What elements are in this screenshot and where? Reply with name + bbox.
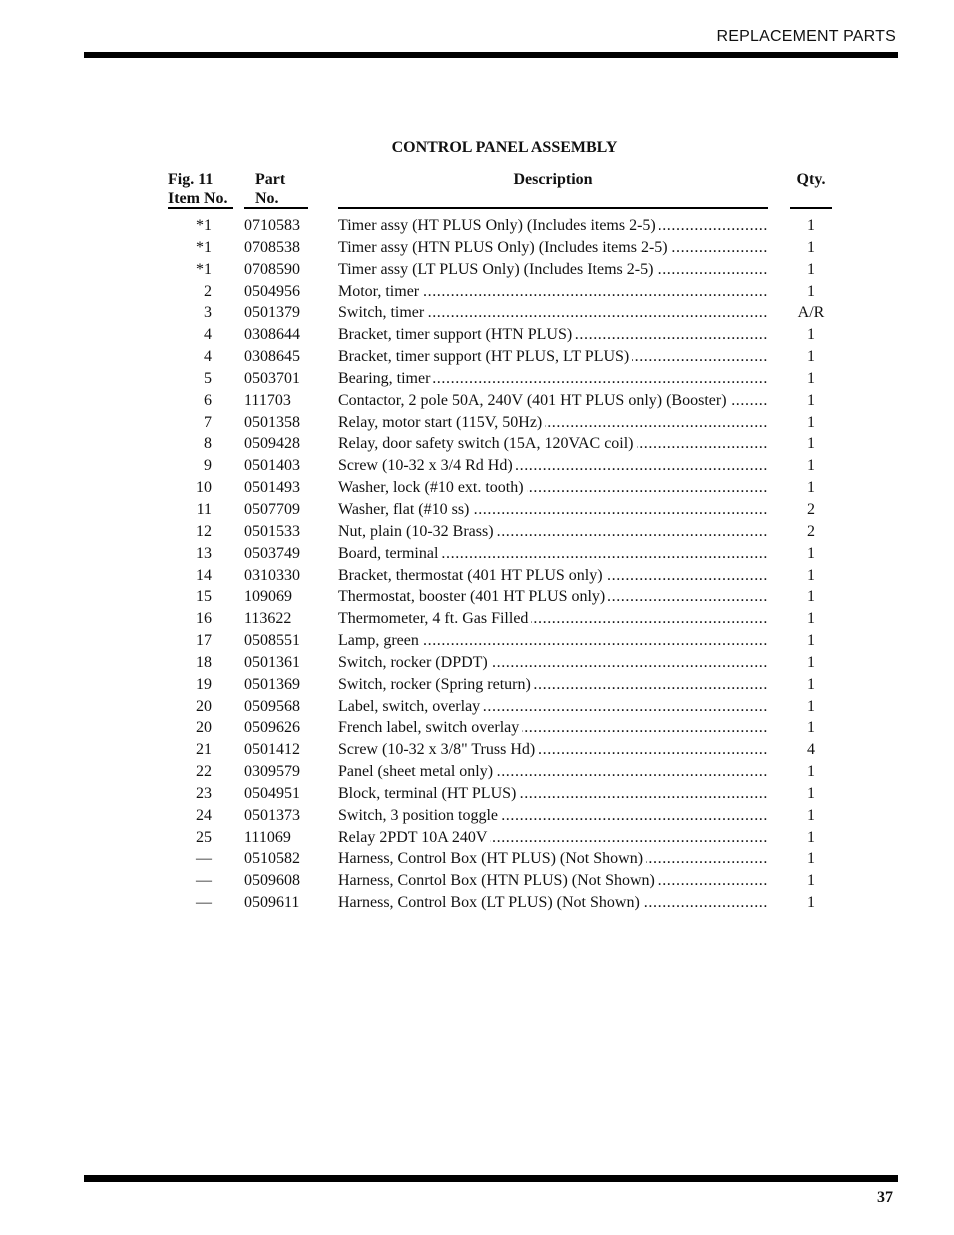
- part-number-cell: 0509608: [244, 872, 300, 890]
- page-title: CONTROL PANEL ASSEMBLY: [391, 139, 618, 156]
- part-number-cell: 0708538: [244, 238, 300, 256]
- quantity-cell: 1: [807, 806, 815, 824]
- quantity-cell: 1: [807, 435, 815, 453]
- table-row: [168, 477, 838, 499]
- description-cell: [338, 433, 768, 455]
- table-row: [168, 368, 838, 390]
- table-row: [168, 805, 838, 827]
- description-text: French label, switch overlay: [338, 719, 522, 736]
- part-number-cell: 0501373: [244, 806, 300, 824]
- table-row: [168, 586, 838, 608]
- description-text: Harness, Control Box (LT PLUS) (Not Shown): [338, 894, 643, 911]
- quantity-cell: 1: [807, 369, 815, 387]
- description-text: Block, terminal (HT PLUS): [338, 785, 519, 802]
- description-cell: [338, 237, 768, 259]
- part-number-cell: 0309579: [244, 763, 300, 781]
- description-cell: [338, 412, 768, 434]
- part-number-cell: 0504956: [244, 282, 300, 300]
- item-number-cell: 10: [196, 479, 212, 497]
- table-row: [168, 215, 838, 237]
- part-number-cell: 0501358: [244, 413, 300, 431]
- quantity-cell: 1: [807, 632, 815, 650]
- description-text: Switch, 3 position toggle: [338, 807, 501, 824]
- column-underline-part: [244, 207, 308, 209]
- item-number-cell: 3: [204, 304, 212, 322]
- item-number-cell: 16: [196, 610, 212, 628]
- quantity-cell: 1: [807, 413, 815, 431]
- description-text: Switch, timer: [338, 304, 427, 321]
- part-number-cell: 0503749: [244, 544, 300, 562]
- section-header-label: REPLACEMENT PARTS: [716, 28, 896, 45]
- description-cell: [338, 805, 768, 827]
- column-header-part-line2: No.: [255, 190, 279, 207]
- table-row: [168, 783, 838, 805]
- table-row: [168, 521, 838, 543]
- column-header-item-no: [168, 170, 228, 208]
- item-number-cell: 17: [196, 632, 212, 650]
- part-number-cell: 111069: [244, 828, 291, 846]
- table-row: [168, 892, 838, 914]
- description-cell: [338, 259, 768, 281]
- quantity-cell: 1: [807, 763, 815, 781]
- description-cell: [338, 324, 768, 346]
- part-number-cell: 109069: [244, 588, 292, 606]
- table-row: [168, 717, 838, 739]
- description-text: Label, switch, overlay: [338, 698, 483, 715]
- item-number-cell: 15: [196, 588, 212, 606]
- description-text: Washer, flat (#10 ss): [338, 501, 472, 518]
- item-number-cell: —: [196, 850, 212, 868]
- table-row: [168, 455, 838, 477]
- description-cell: [338, 761, 768, 783]
- quantity-cell: 4: [807, 741, 815, 759]
- description-cell: [338, 717, 768, 739]
- item-number-cell: 8: [204, 435, 212, 453]
- part-number-cell: 0501412: [244, 741, 300, 759]
- quantity-cell: 1: [807, 719, 815, 737]
- description-cell: [338, 892, 768, 914]
- description-cell: [338, 652, 768, 674]
- part-number-cell: 0509626: [244, 719, 300, 737]
- description-text: Thermometer, 4 ft. Gas Filled: [338, 610, 531, 627]
- item-number-cell: 9: [204, 457, 212, 475]
- part-number-cell: 0504951: [244, 784, 300, 802]
- description-cell: [338, 368, 768, 390]
- description-cell: [338, 827, 768, 849]
- description-cell: [338, 696, 768, 718]
- table-row: [168, 543, 838, 565]
- quantity-cell: 1: [807, 588, 815, 606]
- quantity-cell: 1: [807, 675, 815, 693]
- quantity-cell: 1: [807, 326, 815, 344]
- description-cell: [338, 302, 768, 324]
- quantity-cell: 1: [807, 653, 815, 671]
- description-cell: [338, 215, 768, 237]
- description-text: Bracket, timer support (HT PLUS, LT PLUS): [338, 348, 632, 365]
- part-number-cell: 0510582: [244, 850, 300, 868]
- description-text: Harness, Conrtol Box (HTN PLUS) (Not Shown): [338, 872, 658, 889]
- column-underline-description: [338, 207, 768, 209]
- item-number-cell: 18: [196, 653, 212, 671]
- description-text: Lamp, green: [338, 632, 422, 649]
- table-row: [168, 848, 838, 870]
- quantity-cell: 1: [807, 217, 815, 234]
- table-row: [168, 390, 838, 412]
- description-text: Thermostat, booster (401 HT PLUS only): [338, 588, 608, 605]
- part-number-cell: 0308645: [244, 348, 300, 366]
- table-row: [168, 259, 838, 281]
- column-underline-qty: [790, 207, 832, 209]
- description-text: Screw (10-32 x 3/8" Truss Hd): [338, 741, 538, 758]
- quantity-cell: 2: [807, 500, 815, 518]
- quantity-cell: 1: [807, 282, 815, 300]
- item-number-cell: 12: [196, 522, 212, 540]
- description-cell: [338, 848, 768, 870]
- table-row: [168, 281, 838, 303]
- item-number-cell: —: [196, 872, 212, 890]
- description-text: Contactor, 2 pole 50A, 240V (401 HT PLUS only) (Booster): [338, 392, 730, 409]
- column-underline-item: [168, 207, 233, 209]
- description-text: Switch, rocker (Spring return): [338, 676, 534, 693]
- description-text: Nut, plain (10-32 Brass): [338, 523, 497, 540]
- table-row: [168, 608, 838, 630]
- part-number-cell: 0710583: [244, 217, 300, 234]
- table-row: [168, 674, 838, 696]
- description-cell: [338, 346, 768, 368]
- part-number-cell: 0509428: [244, 435, 300, 453]
- quantity-cell: 1: [807, 457, 815, 475]
- item-number-cell: 24: [196, 806, 212, 824]
- quantity-cell: 1: [807, 348, 815, 366]
- description-cell: [338, 674, 768, 696]
- part-number-cell: 0508551: [244, 632, 300, 650]
- part-number-cell: 0501361: [244, 653, 300, 671]
- quantity-cell: 1: [807, 784, 815, 802]
- description-cell: [338, 499, 768, 521]
- description-text: Bearing, timer: [338, 370, 433, 387]
- item-number-cell: 20: [196, 719, 212, 737]
- part-number-cell: 0509611: [244, 894, 300, 912]
- description-cell: [338, 565, 768, 587]
- item-number-cell: *1: [196, 238, 212, 256]
- item-number-cell: 22: [196, 763, 212, 781]
- quantity-cell: 1: [807, 894, 815, 912]
- description-text: Switch, rocker (DPDT): [338, 654, 491, 671]
- column-header-qty: Qty.: [796, 171, 826, 188]
- item-number-cell: 4: [204, 326, 212, 344]
- description-cell: [338, 586, 768, 608]
- table-row: [168, 324, 838, 346]
- description-cell: [338, 783, 768, 805]
- quantity-cell: 1: [807, 828, 815, 846]
- table-row: [168, 412, 838, 434]
- quantity-cell: A/R: [797, 304, 825, 322]
- table-row: [168, 565, 838, 587]
- item-number-cell: 14: [196, 566, 212, 584]
- quantity-cell: 1: [807, 479, 815, 497]
- item-number-cell: 7: [204, 413, 212, 431]
- quantity-cell: 1: [807, 238, 815, 256]
- description-cell: [338, 455, 768, 477]
- description-cell: [338, 630, 768, 652]
- item-number-cell: 13: [196, 544, 212, 562]
- footer-rule: [84, 1175, 898, 1182]
- description-text: Timer assy (HTN PLUS Only) (Includes items 2-5): [338, 239, 671, 256]
- item-number-cell: *1: [196, 260, 212, 278]
- part-number-cell: 0501403: [244, 457, 300, 475]
- header-rule: [84, 52, 898, 58]
- description-text: Bracket, thermostat (401 HT PLUS only): [338, 567, 606, 584]
- table-row: [168, 696, 838, 718]
- quantity-cell: 1: [807, 850, 815, 868]
- part-number-cell: 0507709: [244, 500, 300, 518]
- quantity-cell: 1: [807, 391, 815, 409]
- part-number-cell: 0501369: [244, 675, 300, 693]
- table-row: [168, 302, 838, 324]
- table-row: [168, 346, 838, 368]
- quantity-cell: 1: [807, 566, 815, 584]
- part-number-cell: 0308644: [244, 326, 300, 344]
- part-number-cell: 0310330: [244, 566, 300, 584]
- item-number-cell: 11: [196, 500, 212, 518]
- table-row: [168, 827, 838, 849]
- item-number-cell: *1: [196, 217, 212, 234]
- item-number-cell: 5: [204, 369, 212, 387]
- column-header-item-line2: Item No.: [168, 190, 228, 207]
- part-number-cell: 0501533: [244, 522, 300, 540]
- quantity-cell: 1: [807, 544, 815, 562]
- item-number-cell: —: [196, 894, 212, 912]
- part-number-cell: 0509568: [244, 697, 300, 715]
- item-number-cell: 6: [204, 391, 212, 409]
- column-header-description: Description: [513, 171, 593, 188]
- table-row: [168, 237, 838, 259]
- item-number-cell: 23: [196, 784, 212, 802]
- part-number-cell: 0708590: [244, 260, 300, 278]
- description-text: Timer assy (HT PLUS Only) (Includes items 2-5): [338, 217, 659, 234]
- description-cell: [338, 739, 768, 761]
- quantity-cell: 1: [807, 260, 815, 278]
- table-row: [168, 761, 838, 783]
- description-text: Timer assy (LT PLUS Only) (Includes Items 2-5): [338, 261, 656, 278]
- part-number-cell: 0501493: [244, 479, 300, 497]
- table-row: [168, 630, 838, 652]
- quantity-cell: 2: [807, 522, 815, 540]
- item-number-cell: 2: [204, 282, 212, 300]
- part-number-cell: 0501379: [244, 304, 300, 322]
- table-row: [168, 739, 838, 761]
- table-row: [168, 652, 838, 674]
- item-number-cell: 19: [196, 675, 212, 693]
- description-text: Washer, lock (#10 ext. tooth): [338, 479, 527, 496]
- description-cell: [338, 521, 768, 543]
- page-number: 37: [877, 1189, 893, 1206]
- description-text: Bracket, timer support (HTN PLUS): [338, 326, 575, 343]
- description-text: Relay, door safety switch (15A, 120VAC coil): [338, 435, 637, 452]
- part-number-cell: 0503701: [244, 369, 300, 387]
- part-number-cell: 111703: [244, 391, 291, 409]
- parts-table: [168, 215, 838, 914]
- description-text: Harness, Control Box (HT PLUS) (Not Shown): [338, 850, 646, 867]
- quantity-cell: 1: [807, 610, 815, 628]
- description-cell: [338, 477, 768, 499]
- description-cell: [338, 870, 768, 892]
- item-number-cell: 20: [196, 697, 212, 715]
- description-cell: [338, 543, 768, 565]
- table-row: [168, 433, 838, 455]
- description-text: Relay, motor start (115V, 50Hz): [338, 414, 545, 431]
- item-number-cell: 25: [196, 828, 212, 846]
- description-cell: [338, 608, 768, 630]
- quantity-cell: 1: [807, 872, 815, 890]
- description-cell: [338, 281, 768, 303]
- item-number-cell: 21: [196, 741, 212, 759]
- description-text: Motor, timer: [338, 283, 422, 300]
- description-text: Panel (sheet metal only): [338, 763, 496, 780]
- description-text: Screw (10-32 x 3/4 Rd Hd): [338, 457, 516, 474]
- item-number-cell: 4: [204, 348, 212, 366]
- column-header-item-line1: Fig. 11: [168, 171, 214, 188]
- description-cell: [338, 390, 768, 412]
- column-header-part-no: [244, 170, 285, 208]
- table-row: [168, 499, 838, 521]
- table-row: [168, 870, 838, 892]
- description-text: Relay 2PDT 10A 240V: [338, 829, 490, 846]
- column-header-part-line1: Part: [255, 171, 286, 188]
- description-text: Board, terminal: [338, 545, 441, 562]
- part-number-cell: 113622: [244, 610, 292, 628]
- quantity-cell: 1: [807, 697, 815, 715]
